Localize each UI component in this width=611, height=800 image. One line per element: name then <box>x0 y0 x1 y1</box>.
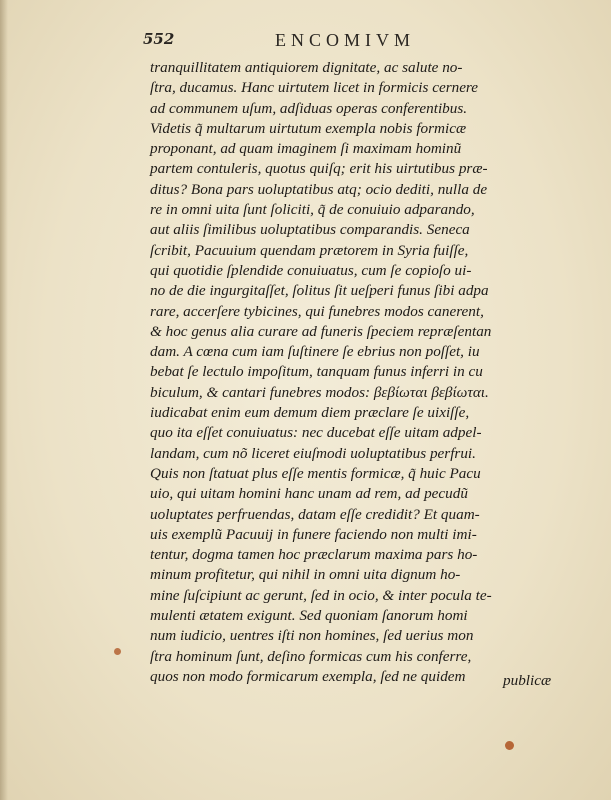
text-line: partem contuleris, quotus quiſq; erit his uirtutibus præ- <box>150 160 488 178</box>
ink-spot <box>114 648 121 655</box>
body-text <box>150 58 570 687</box>
text-line: num iudicio, uentres iſti non homines, ſed uerius mon <box>150 627 474 645</box>
text-line: ſtra hominum ſunt, deſino formicas cum his conferre, <box>150 647 472 665</box>
text-line: qui quotidie ſplendide conuiuatus, cum ſe copioſo ui- <box>150 261 472 279</box>
text-line: no de die ingurgitaſſet, ſolitus ſit ueſperi funus ſibi adpa <box>150 282 489 300</box>
text-line: mine ſuſcipiunt ac gerunt, ſed in ocio, & inter pocula te- <box>150 586 492 604</box>
text-line: uoluptates perfruendas, datam eſſe credidit? Et quam- <box>150 505 480 523</box>
page-number: 552 <box>143 30 175 48</box>
running-head <box>135 28 605 54</box>
text-line: Quis non ſtatuat plus eſſe mentis formicæ, q̃ huic Pacu <box>150 464 481 482</box>
text-line: Videtis q̃ multarum uirtutum exempla nobis formicæ <box>150 119 467 137</box>
text-line: uio, qui uitam homini hanc unam ad rem, ad pecudũ <box>150 485 468 503</box>
text-line: tranquillitatem antiquiorem dignitate, ac salute no- <box>150 59 463 76</box>
text-line: & hoc genus alia curare ad funeris ſpeciem repræſentan <box>150 322 492 340</box>
text-line: mulenti ætatem exigunt. Sed quoniam ſanorum homi <box>150 607 468 625</box>
text-line: rare, accerſere tybicines, qui funebres modos canerent, <box>150 302 484 320</box>
text-line: quo ita eſſet conuiuatus: nec ducebat eſſe uitam adpel- <box>150 424 482 442</box>
text-line: ditus? Bona pars uoluptatibus atq; ocio dediti, nulla de <box>150 180 488 198</box>
text-line: tentur, dogma tamen hoc præclarum maxima pars ho- <box>150 546 478 564</box>
text-line: uis exemplũ Pacuuij in funere faciendo non multi imi- <box>150 525 477 543</box>
text-line: ſtra, ducamus. Hanc uirtutem licet in formicis cernere <box>150 79 479 97</box>
text-line: dam. A cœna cum iam ſuſtinere ſe ebrius non poſſet, iu <box>150 343 480 361</box>
text-line: ſcribit, Pacuuium quendam prætorem in Syria fuiſſe, <box>150 241 469 259</box>
text-line: re in omni uita ſunt ſoliciti, q̃ de conuiuio adparando, <box>150 201 475 219</box>
text-line: bebat ſe lectulo impoſitum, tanquam funus inferri in cu <box>150 363 483 381</box>
text-line: landam, cum nõ liceret eiuſmodi uoluptatibus perfrui. <box>150 444 476 462</box>
text-line: biculum, & cantari funebres modos: βεβίωται βεβίωται. <box>150 383 489 401</box>
running-title: ENCOMIVM <box>275 30 416 50</box>
ink-spot <box>505 741 514 750</box>
text-line: aut aliis ſimilibus uoluptatibus comparandis. Seneca <box>150 221 470 239</box>
text-line: ad communem uſum, adſiduas operas conferentibus. <box>150 99 468 117</box>
text-line: minum profitetur, qui nihil in omni uita dignum ho- <box>150 566 461 584</box>
catchword: publicæ <box>503 672 552 689</box>
text-line: iudicabat enim eum demum diem præclare ſe uixiſſe, <box>150 404 470 422</box>
text-line: proponant, ad quam imaginem ſi maximam hominũ <box>150 140 462 158</box>
text-line: quos non modo formicarum exempla, ſed ne quidem <box>150 667 466 685</box>
page-gutter-shadow <box>0 0 8 800</box>
